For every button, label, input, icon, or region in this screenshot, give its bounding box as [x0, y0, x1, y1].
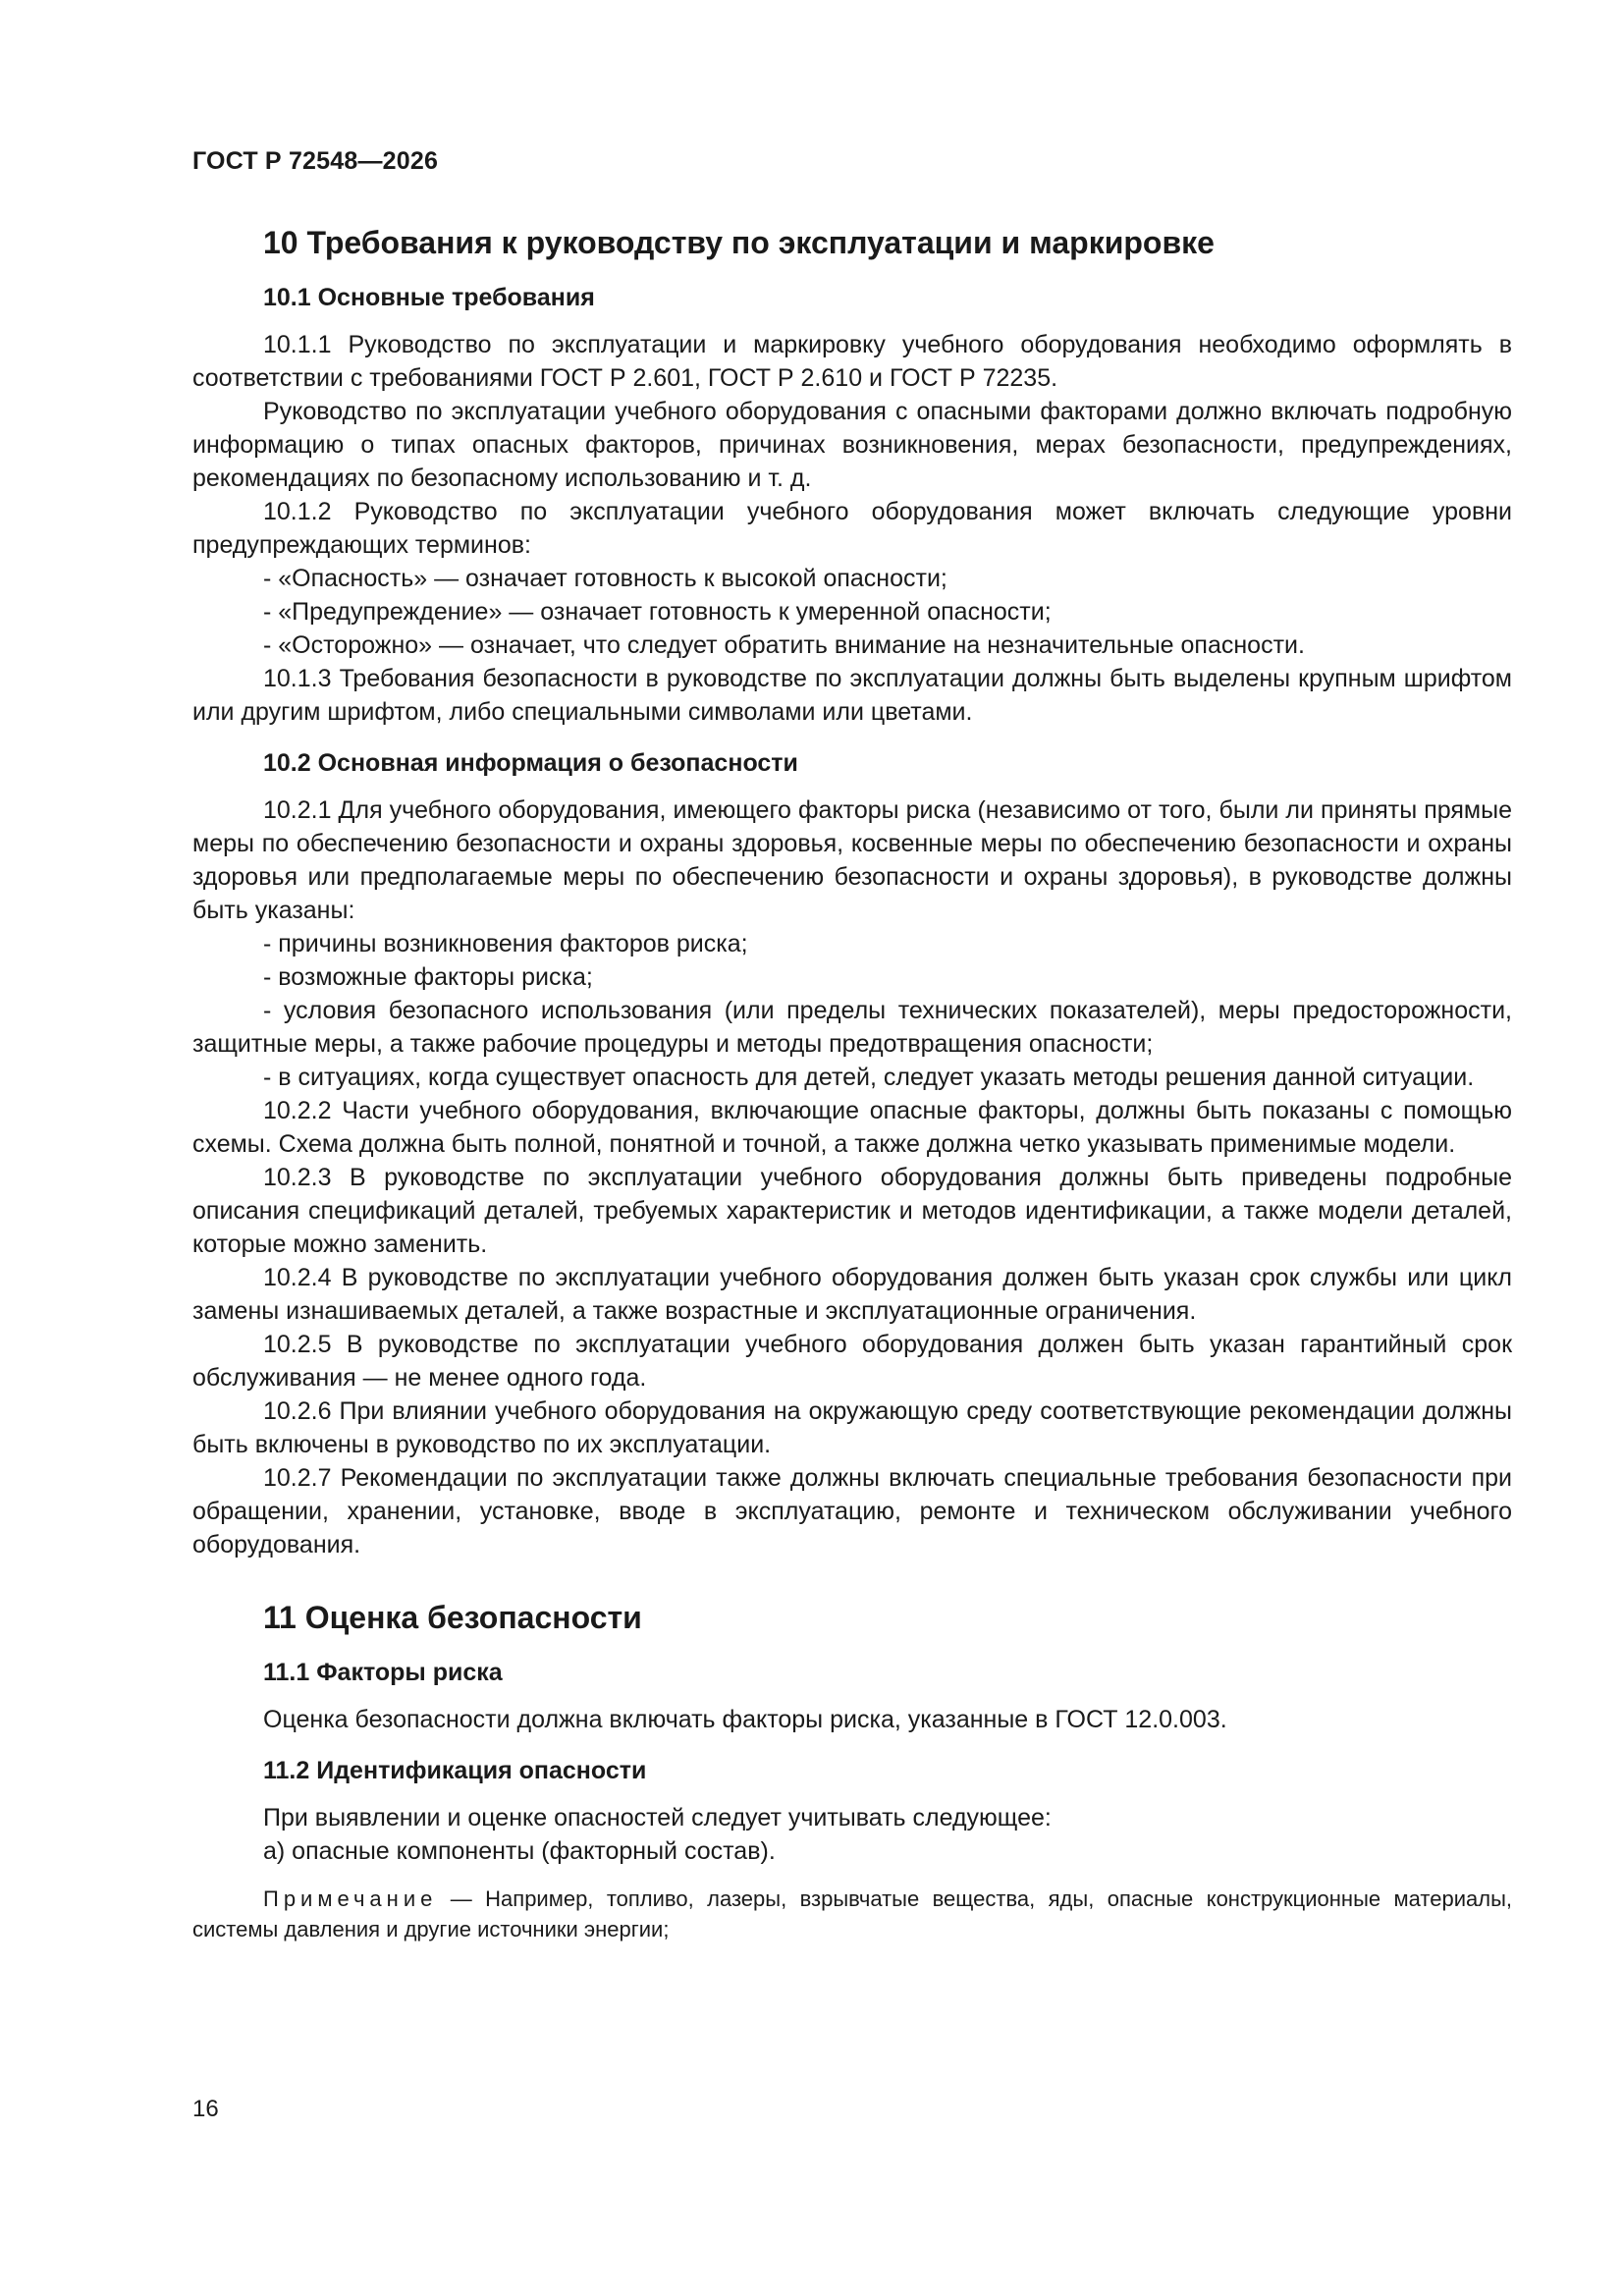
list-item: - «Предупреждение» — означает готовность к умеренной опасности;	[263, 598, 1052, 626]
paragraph-11-2: При выявлении и оценке опасностей следует учитывать следующее:	[263, 1804, 1052, 1831]
paragraph-10-1-1: 10.1.1 Руководство по эксплуатации и маркировку учебного оборудования необходимо оформлять в соответствии с требованиями ГОСТ Р 2.601, ГОСТ Р 2.610 и ГОСТ Р 72235.	[192, 331, 1512, 392]
paragraph-10-1-3: 10.1.3 Требования безопасности в руководстве по эксплуатации должны быть выделены крупным шрифтом или другим шрифтом, либо специальными символами или цветами.	[192, 665, 1512, 726]
paragraph-11-1: Оценка безопасности должна включать факторы риска, указанные в ГОСТ 12.0.003.	[263, 1706, 1227, 1733]
subsection-11-2-title: 11.2 Идентификация опасности	[263, 1757, 647, 1784]
section-10-title: 10 Требования к руководству по эксплуатации и маркировке	[263, 225, 1215, 260]
paragraph-10-2-4: 10.2.4 В руководстве по эксплуатации учебного оборудования должен быть указан срок службы или цикл замены изнашиваемых деталей, а также возрастные и эксплуатационные ограничения.	[192, 1264, 1512, 1325]
list-item: - причины возникновения факторов риска;	[263, 930, 748, 957]
list-item: - условия безопасного использования (или пределы технических показателей), меры предосторожности, защитные меры, а также рабочие процедуры и методы предотвращения опасности;	[192, 997, 1512, 1058]
subsection-11-1-title: 11.1 Факторы риска	[263, 1659, 503, 1686]
paragraph-10-2-6: 10.2.6 При влиянии учебного оборудования на окружающую среду соответствующие рекомендации должны быть включены в руководство по их эксплуатации.	[192, 1397, 1512, 1458]
paragraph-10-1-2: 10.1.2 Руководство по эксплуатации учебного оборудования может включать следующие уровни предупреждающих терминов:	[192, 498, 1512, 559]
note-label: Примечание	[263, 1886, 438, 1911]
paragraph-10-2-2: 10.2.2 Части учебного оборудования, включающие опасные факторы, должны быть показаны с помощью схемы. Схема должна быть полной, понятной и точной, а также должна четко указывать применимые модели.	[192, 1097, 1512, 1158]
note	[192, 1884, 1512, 1944]
list-item: - возможные факторы риска;	[263, 963, 593, 991]
paragraph-10-2-3: 10.2.3 В руководстве по эксплуатации учебного оборудования должны быть приведены подробные описания спецификаций деталей, требуемых характеристик и методов идентификации, а также модели деталей, которые можно заменить.	[192, 1164, 1512, 1258]
paragraph-10-1-1-b: Руководство по эксплуатации учебного оборудования с опасными факторами должно включать подробную информацию о типах опасных факторов, причинах возникновения, мерах безопасности, предупреждениях, рекомендациях по безопасному использованию и т. д.	[192, 398, 1512, 492]
note-text: — Например, топливо, лазеры, взрывчатые вещества, яды, опасные конструкционные материалы, системы давления и другие источники энергии;	[192, 1886, 1512, 1941]
subsection-10-1-title: 10.1 Основные требования	[263, 284, 595, 311]
page-number: 16	[192, 2096, 219, 2122]
subsection-10-2-title: 10.2 Основная информация о безопасности	[263, 749, 798, 777]
section-11-title: 11 Оценка безопасности	[263, 1600, 642, 1635]
list-item-a: а) опасные компоненты (факторный состав).	[263, 1837, 776, 1865]
list-item: - «Осторожно» — означает, что следует обратить внимание на незначительные опасности.	[263, 631, 1305, 659]
paragraph-10-2-7: 10.2.7 Рекомендации по эксплуатации также должны включать специальные требования безопасности при обращении, хранении, установке, вводе в эксплуатацию, ремонте и техническом обслуживании учебного оборудования.	[192, 1464, 1512, 1558]
list-item: - «Опасность» — означает готовность к высокой опасности;	[263, 565, 947, 592]
list-item: - в ситуациях, когда существует опасность для детей, следует указать методы решения данной ситуации.	[263, 1064, 1475, 1091]
page-content	[192, 222, 1512, 1944]
paragraph-10-2-1: 10.2.1 Для учебного оборудования, имеющего факторы риска (независимо от того, были ли приняты прямые меры по обеспечению безопасности и охраны здоровья, косвенные меры по обеспечению безопасности и охраны здоровья или предполагаемые меры по обеспечению безопасности и охраны здоровья), в руководстве должны быть указаны:	[192, 796, 1512, 924]
paragraph-10-2-5: 10.2.5 В руководстве по эксплуатации учебного оборудования должен быть указан гарантийный срок обслуживания — не менее одного года.	[192, 1331, 1512, 1392]
standard-header: ГОСТ Р 72548—2026	[192, 147, 439, 175]
